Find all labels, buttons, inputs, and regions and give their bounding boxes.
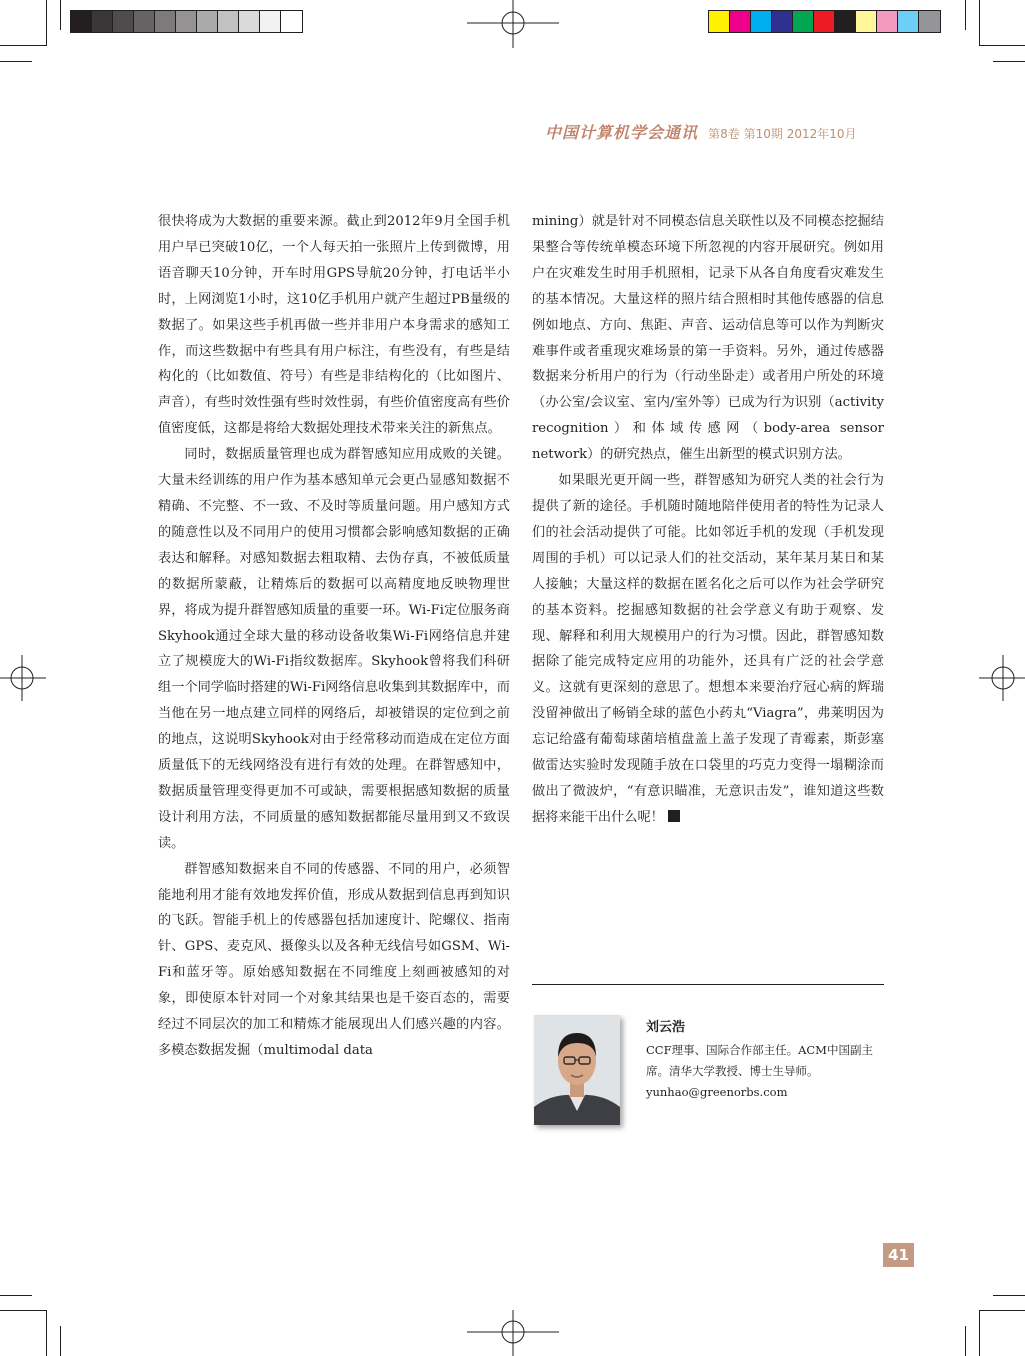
journal-title: 中国计算机学会通讯 xyxy=(545,123,699,142)
crop-mark xyxy=(979,0,980,46)
color-swatch xyxy=(772,11,793,32)
crop-mark xyxy=(60,0,61,30)
color-swatch xyxy=(751,11,772,32)
left-column xyxy=(158,209,510,1064)
author-photo xyxy=(534,1015,620,1125)
grayscale-bar xyxy=(70,10,303,33)
paragraph-last xyxy=(532,468,884,831)
color-swatch xyxy=(793,11,814,32)
registration-mark-bottom xyxy=(467,1310,559,1356)
crop-mark xyxy=(0,61,32,62)
color-swatch xyxy=(281,11,302,32)
author-name: 刘云浩 xyxy=(646,1020,686,1035)
end-of-article-icon xyxy=(668,810,680,822)
color-swatch xyxy=(176,11,197,32)
crop-mark xyxy=(0,45,46,46)
paragraph: 同时，数据质量管理也成为群智感知应用成败的关键。大量未经训练的用户作为基本感知单元会更凸显感知数据不精确、不完整、不一致、不及时等质量问题。用户感知方式的随意性以及不同用户的使用习惯都会影响感知数据的正确表达和解释。对感知数据去粗取精、去伪存真，不被低质量的数据所蒙蔽，让精炼后的数据可以高精度地反映物理世界，将成为提升群智感知质量的重要一环。Wi-Fi定位服务商Skyhook通过全球大量的移动设备收集Wi-Fi网络信息并建立了规模庞大的Wi-Fi指纹数据库。Skyhook曾将我们科研组一个同学临时搭建的Wi-Fi网络信息收集到其数据库中，而当他在另一地点建立同样的网络后，却被错误的定位到之前的地点，这说明Skyhook对由于经常移动而造成在定位方面质量低下的无线网络没有进行有效的处理。在群智感知中，数据质量管理变得更加不可或缺，需要根据感知数据的质量设计利用方法，不同质量的感知数据都能尽量用到又不致误读。 xyxy=(158,447,510,851)
color-swatch xyxy=(92,11,113,32)
registration-mark-left xyxy=(0,655,46,701)
crop-mark xyxy=(46,1310,47,1356)
color-swatch xyxy=(134,11,155,32)
color-swatch xyxy=(835,11,856,32)
crop-mark xyxy=(46,0,47,46)
color-swatch xyxy=(71,11,92,32)
color-swatch xyxy=(239,11,260,32)
color-swatch xyxy=(218,11,239,32)
issue-info: 第8卷 第10期 2012年10月 xyxy=(708,127,857,141)
crop-mark xyxy=(965,0,966,30)
color-swatch xyxy=(197,11,218,32)
color-swatch xyxy=(709,11,730,32)
paragraph: 群智感知数据来自不同的传感器、不同的用户，必须智能地利用才能有效地发挥价值，形成从数据到信息再到知识的飞跃。智能手机上的传感器包括加速度计、陀螺仪、指南针、GPS、麦克风、摄像头以及各种无线信号如GSM、Wi-Fi和蓝牙等。原始感知数据在不同维度上刻画被感知的对象，即使原本针对同一个对象其结果也是千姿百态的，需要经过不同层次的加工和精炼才能展现出人们感兴趣的内容。多模态数据发掘（multimodal data xyxy=(158,861,510,1058)
crop-mark xyxy=(0,1310,46,1311)
paragraph: mining）就是针对不同模态信息关联性以及不同模态挖掘结果整合等传统单模态环境下所忽视的内容开展研究。例如用户在灾难发生时用手机照相，记录下从各自角度看灾难发生的基本情况。大量这样的照片结合照相时其他传感器的信息例如地点、方向、焦距、声音、运动信息等可以作为判断灾难事件或者重现灾难场景的第一手资料。另外，通过传感器数据来分析用户的行为（行动坐卧走）或者用户所处的环境（办公室/会议室、室内/室外等）已成为行为识别（activity recognition）和体域传感网（body-area sensor network）的研究热点，催生出新型的模式识别方法。 xyxy=(532,214,884,463)
color-swatch xyxy=(260,11,281,32)
color-swatch xyxy=(919,11,940,32)
color-swatch xyxy=(898,11,919,32)
running-header xyxy=(545,120,857,143)
registration-mark-top xyxy=(467,0,559,48)
color-swatch xyxy=(113,11,134,32)
color-bar xyxy=(708,10,941,33)
color-swatch xyxy=(730,11,751,32)
author-divider xyxy=(532,984,884,985)
crop-mark xyxy=(979,1310,1025,1311)
paragraph: 很快将成为大数据的重要来源。截止到2012年9月全国手机用户早已突破10亿，一个人每天拍一张照片上传到微博，用语音聊天10分钟，开车时用GPS导航20分钟，打电话半小时，上网浏览1小时，这10亿手机用户就产生超过PB量级的数据了。如果这些手机再做一些并非用户本身需求的感知工作，而这些数据中有些具有用户标注，有些没有，有些是结构化的（比如数值、符号）有些是非结构化的（比如图片、声音），有些时效性强有些时效性弱，有些价值密度高有些价值密度低，这都是将给大数据处理技术带来关注的新焦点。 xyxy=(158,214,510,437)
author-bio: CCF理事、国际合作部主任。ACM中国副主席。清华大学教授、博士生导师。yunhao@greenorbs.com xyxy=(646,1043,873,1099)
crop-mark xyxy=(0,1295,32,1296)
color-swatch xyxy=(856,11,877,32)
crop-mark xyxy=(965,1326,966,1356)
color-swatch xyxy=(155,11,176,32)
color-swatch xyxy=(877,11,898,32)
crop-mark xyxy=(993,1295,1025,1296)
page-number: 41 xyxy=(883,1243,914,1267)
paragraph-text: 如果眼光更开阔一些，群智感知为研究人类的社会行为提供了新的途径。手机随时随地陪伴使用者的特性为记录人们的社会活动提供了可能。比如邻近手机的发现（手机发现周围的手机）可以记录人们的社交活动，某年某月某日和某人接触；大量这样的数据在匿名化之后可以作为社会学研究的基本资料。挖掘感知数据的社会学意义有助于观察、发现、解释和利用大规模用户的行为习惯。因此，群智感知数据除了能完成特定应用的功能外，还具有广泛的社会学意义。这就有更深刻的意思了。想想本来要治疗冠心病的辉瑞没留神做出了畅销全球的蓝色小药丸“Viagra”，弗莱明因为忘记给盛有葡萄球菌培植盘盖上盖子发现了青霉素，斯彭塞做雷达实验时发现随手放在口袋里的巧克力变得一塌糊涂而做出了微波炉，“有意识瞄准，无意识击发”，谁知道这些数据将来能干出什么呢！ xyxy=(532,473,884,825)
color-swatch xyxy=(814,11,835,32)
author-portrait-icon xyxy=(534,1015,620,1125)
registration-mark-right xyxy=(979,655,1025,701)
crop-mark xyxy=(993,61,1025,62)
crop-mark xyxy=(979,1310,980,1356)
crop-mark xyxy=(979,45,1025,46)
right-column xyxy=(532,209,884,831)
crop-mark xyxy=(60,1326,61,1356)
